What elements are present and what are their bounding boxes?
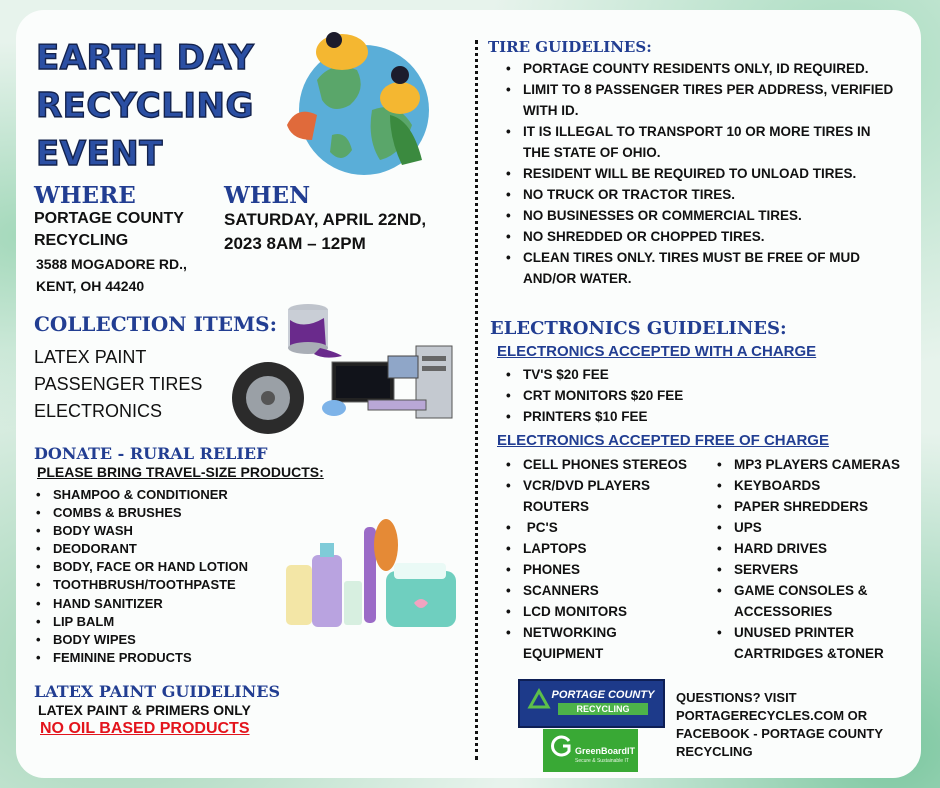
when-datetime xyxy=(224,208,426,256)
charge-list xyxy=(504,364,683,427)
list-item: • FEMININE PRODUCTS xyxy=(34,649,248,667)
portage-county-logo xyxy=(518,679,665,728)
list-item: • UNUSED PRINTER CARTRIDGES &TONER xyxy=(715,622,915,664)
list-item: • SCANNERS xyxy=(504,580,709,601)
list-item: • BODY, FACE OR HAND LOTION xyxy=(34,558,248,576)
latex-line: LATEX PAINT & PRIMERS ONLY xyxy=(38,702,251,718)
free-heading: ELECTRONICS ACCEPTED FREE OF CHARGE xyxy=(497,432,829,449)
electronics-heading: ELECTRONICS GUIDELINES: xyxy=(490,318,787,339)
list-item: • TOOTHBRUSH/TOOTHPASTE xyxy=(34,576,248,594)
list-item: • RESIDENT WILL BE REQUIRED TO UNLOAD TIRES. xyxy=(504,163,899,184)
list-item: • DEODORANT xyxy=(34,540,248,558)
tires-list xyxy=(504,58,899,289)
toiletries-illustration xyxy=(282,515,460,633)
list-item: • PORTAGE COUNTY RESIDENTS ONLY, ID REQUIRED. xyxy=(504,58,899,79)
collection-item: ELECTRONICS xyxy=(34,401,163,421)
list-item: • NO TRUCK OR TRACTOR TIRES. xyxy=(504,184,899,205)
when-date: SATURDAY, APRIL 22ND, xyxy=(224,210,427,229)
free-list-col2 xyxy=(715,454,915,664)
deodorant-icon xyxy=(344,581,362,625)
donate-heading: DONATE - RURAL RELIEF xyxy=(34,444,268,463)
list-item: • SHAMPOO & CONDITIONER xyxy=(34,486,248,504)
portage-logo-sub: RECYCLING xyxy=(558,703,648,715)
list-item: • COMBS & BRUSHES xyxy=(34,504,248,522)
list-item: • KEYBOARDS xyxy=(715,475,915,496)
list-item: • CLEAN TIRES ONLY. TIRES MUST BE FREE OF MUD AND/OR WATER. xyxy=(504,247,899,289)
where-name-line: PORTAGE COUNTY xyxy=(34,210,184,227)
person-icon xyxy=(316,34,368,70)
free-list-col1 xyxy=(504,454,709,664)
list-item: • PRINTERS $10 FEE xyxy=(504,406,683,427)
list-item: • HAND SANITIZER xyxy=(34,595,248,613)
collection-list xyxy=(34,344,202,425)
latex-heading: LATEX PAINT GUIDELINES xyxy=(34,682,281,701)
collection-heading: COLLECTION ITEMS: xyxy=(34,312,277,336)
portage-logo-text: PORTAGE COUNTY xyxy=(551,689,655,701)
person-icon xyxy=(380,82,420,114)
list-item: • NO BUSINESSES OR COMMERCIAL TIRES. xyxy=(504,205,899,226)
list-item: • TV'S $20 FEE xyxy=(504,364,683,385)
list-item: • BODY WIPES xyxy=(34,631,248,649)
greenboard-logo-sub: Secure & Sustainable IT xyxy=(575,758,629,764)
list-item: • CRT MONITORS $20 FEE xyxy=(504,385,683,406)
list-item: • SERVERS xyxy=(715,559,915,580)
earth-people-illustration xyxy=(272,30,460,180)
collection-item: LATEX PAINT xyxy=(34,347,147,367)
where-heading: WHERE xyxy=(34,182,136,209)
when-time: 2023 8AM – 12PM xyxy=(224,234,366,253)
address-line: KENT, OH 44240 xyxy=(36,278,145,294)
greenboard-logo xyxy=(543,729,638,772)
list-item: • LIMIT TO 8 PASSENGER TIRES PER ADDRESS, VERIFIED WITH ID. xyxy=(504,79,899,121)
list-item: • PHONES xyxy=(504,559,709,580)
list-item: • LAPTOPS xyxy=(504,538,709,559)
latex-warning: NO OIL BASED PRODUCTS xyxy=(40,720,250,737)
list-item: • PC'S xyxy=(504,517,709,538)
list-item: • CELL PHONES STEREOS xyxy=(504,454,709,475)
title-line: RECYCLING xyxy=(36,86,254,126)
lotion-icon xyxy=(286,565,312,625)
list-item: • VCR/DVD PLAYERS ROUTERS xyxy=(504,475,709,517)
list-item: • NO SHREDDED OR CHOPPED TIRES. xyxy=(504,226,899,247)
list-item: • IT IS ILLEGAL TO TRANSPORT 10 OR MORE TIRES IN THE STATE OF OHIO. xyxy=(504,121,899,163)
greenboard-icon xyxy=(551,735,573,757)
tires-heading: TIRE GUIDELINES: xyxy=(488,38,652,56)
list-item: • GAME CONSOLES & ACCESSORIES xyxy=(715,580,915,622)
questions-text: QUESTIONS? VISIT PORTAGERECYCLES.COM OR FACEBOOK - PORTAGE COUNTY RECYCLING xyxy=(676,690,883,759)
event-title xyxy=(36,34,254,178)
list-item: • BODY WASH xyxy=(34,522,248,540)
title-line: EARTH DAY xyxy=(36,38,255,78)
list-item: • LIP BALM xyxy=(34,613,248,631)
list-item: • MP3 PLAYERS CAMERAS xyxy=(715,454,915,475)
greenboard-logo-text: GreenBoardIT xyxy=(575,746,636,756)
list-item: • PAPER SHREDDERS xyxy=(715,496,915,517)
column-divider xyxy=(475,40,478,760)
where-name-line: RECYCLING xyxy=(34,232,129,249)
title-line: EVENT xyxy=(36,134,163,174)
brush-icon xyxy=(374,519,398,571)
bottle-icon xyxy=(312,555,342,627)
list-item: • UPS xyxy=(715,517,915,538)
list-item: • NETWORKING EQUIPMENT xyxy=(504,622,653,664)
list-item: • LCD MONITORS xyxy=(504,601,709,622)
where-address xyxy=(36,253,187,297)
collection-item: PASSENGER TIRES xyxy=(34,374,203,394)
list-item: • HARD DRIVES xyxy=(715,538,915,559)
address-line: 3588 MOGADORE RD., xyxy=(36,256,187,272)
donate-subheading: PLEASE BRING TRAVEL-SIZE PRODUCTS: xyxy=(37,464,324,480)
computer-equipment-icon xyxy=(318,342,458,422)
charge-heading: ELECTRONICS ACCEPTED WITH A CHARGE xyxy=(497,343,817,360)
tire-icon xyxy=(230,360,306,436)
donate-list xyxy=(34,486,248,667)
where-location xyxy=(34,208,184,252)
when-heading: WHEN xyxy=(224,182,311,209)
